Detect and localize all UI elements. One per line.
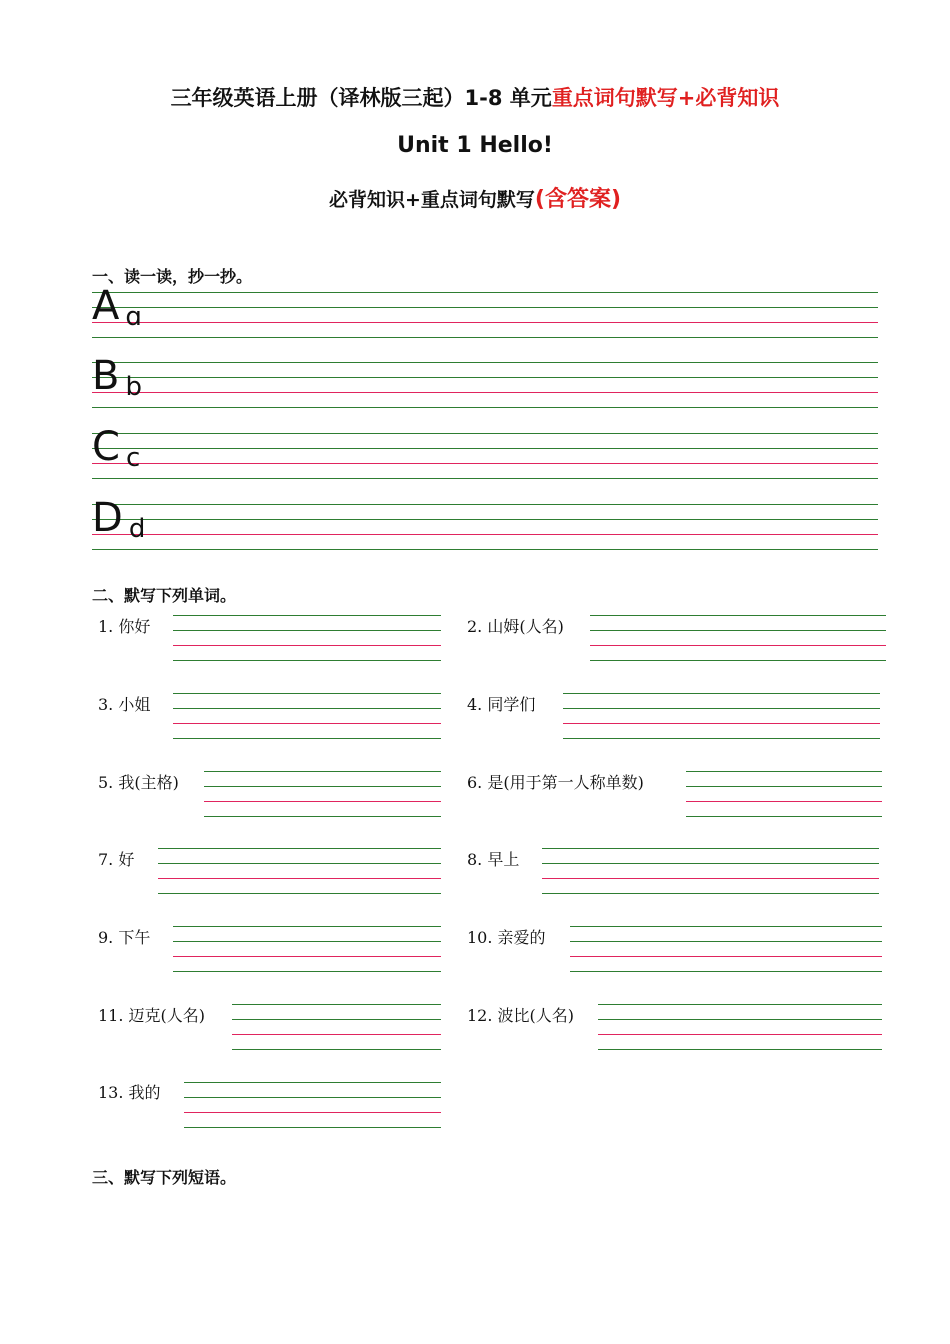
title-main: 三年级英语上册（译林版三起）1-8 单元 <box>170 86 552 110</box>
lowercase-letter: b <box>125 372 142 402</box>
unit-title: Unit 1 Hello! <box>397 133 553 158</box>
word-item-label: 2. 山姆(人名) <box>467 617 564 636</box>
uppercase-letter: D <box>92 495 123 541</box>
write-lines[interactable] <box>232 1004 441 1050</box>
word-item-label: 11. 迈克(人名) <box>98 1006 206 1025</box>
letter-pair <box>92 495 146 544</box>
write-lines[interactable] <box>686 771 882 817</box>
lowercase-letter: d <box>128 514 146 544</box>
section-2-heading: 二、默写下列单词。 <box>92 586 237 605</box>
uppercase-letter: B <box>92 353 120 399</box>
write-lines[interactable] <box>590 615 886 661</box>
write-lines[interactable] <box>158 848 441 894</box>
lowercase-letter: c <box>125 443 141 473</box>
write-lines[interactable] <box>173 926 441 972</box>
page-title <box>0 82 950 112</box>
word-item-label: 12. 波比(人名) <box>467 1006 575 1025</box>
write-lines[interactable] <box>173 693 441 739</box>
write-lines[interactable] <box>563 693 880 739</box>
section-3-heading: 三、默写下列短语。 <box>92 1168 237 1187</box>
letter-grid-d <box>92 495 878 550</box>
letter-pair <box>92 353 142 402</box>
letter-pair <box>92 283 142 332</box>
word-item-label: 3. 小姐 <box>98 695 151 714</box>
word-item-label: 4. 同学们 <box>467 695 536 714</box>
write-lines[interactable] <box>184 1082 441 1128</box>
write-lines[interactable] <box>542 848 879 894</box>
letter-grid-c <box>92 424 878 479</box>
word-item-label: 6. 是(用于第一人称单数) <box>467 773 644 792</box>
subtitle-highlight: (含答案) <box>534 187 622 212</box>
word-item-label: 8. 早上 <box>467 850 520 869</box>
word-item-label: 1. 你好 <box>98 617 151 636</box>
letter-pair <box>92 424 141 473</box>
word-item-label: 9. 下午 <box>98 928 151 947</box>
lowercase-letter: ɑ <box>125 302 142 332</box>
word-item-label: 5. 我(主格) <box>98 773 179 792</box>
title-highlight: 重点词句默写+必背知识 <box>551 86 780 110</box>
uppercase-letter: C <box>92 424 120 470</box>
write-lines[interactable] <box>173 615 441 661</box>
write-lines[interactable] <box>570 926 882 972</box>
write-lines[interactable] <box>204 771 441 817</box>
letter-grid-b <box>92 353 878 408</box>
subtitle-main: 必背知识+重点词句默写 <box>328 189 535 211</box>
word-item-label: 10. 亲爱的 <box>467 928 546 947</box>
word-item-label: 13. 我的 <box>98 1083 161 1102</box>
write-lines[interactable] <box>598 1004 882 1050</box>
uppercase-letter: A <box>92 283 120 329</box>
word-item-label: 7. 好 <box>98 850 135 869</box>
section-1-heading: 一、读一读，抄一抄。 <box>92 267 253 286</box>
subtitle <box>0 182 950 213</box>
letter-grid-a <box>92 283 878 338</box>
